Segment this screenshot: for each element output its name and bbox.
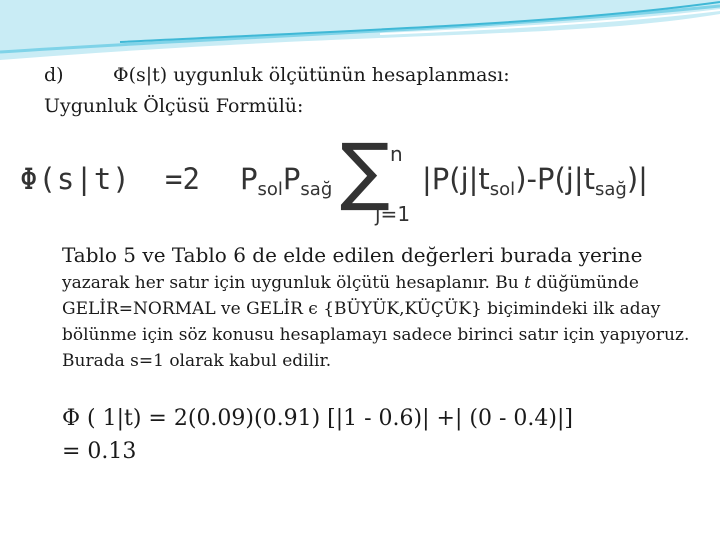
paragraph-body: [62, 270, 702, 374]
paragraph-line-1: Tablo 5 ve Tablo 6 de elde edilen değerleri burada yerine: [62, 243, 643, 267]
formula-p2: P: [282, 162, 301, 196]
paragraph-body-a: yazarak her satır için uygunluk ölçütü hesaplanır. Bu: [62, 273, 525, 293]
fitness-formula: [20, 128, 700, 230]
formula-p-product: [240, 162, 332, 200]
heading-text: Φ(s|t) uygunluk ölçütünün hesaplanması:: [113, 64, 510, 86]
formula-eq: =2: [165, 162, 200, 196]
formula-sub-sol: sol: [257, 179, 283, 200]
formula-rhs-a: |P(j|t: [422, 162, 490, 196]
calculation-block: [62, 402, 573, 468]
calculation-line-1: Φ ( 1|t) = 2(0.09)(0.91) [|1 - 0.6)| +| (0 - 0.4)|]: [62, 406, 573, 431]
formula-rhs-sub-sag: sağ: [594, 179, 627, 200]
calculation-line-2: = 0.13: [62, 439, 137, 464]
heading-label: d): [44, 64, 64, 86]
formula-sub-sag: sağ: [300, 179, 333, 200]
formula-rhs: [422, 162, 648, 200]
formula-sigma: ∑: [340, 128, 390, 214]
formula-rhs-c: )|: [626, 162, 648, 196]
paragraph-node-t: t: [524, 273, 531, 293]
formula-lower-limit: j=1: [375, 202, 411, 226]
decorative-wave-banner: [0, 0, 720, 70]
formula-p1: P: [240, 162, 258, 196]
formula-rhs-sub-sol: sol: [489, 179, 516, 200]
formula-lhs: Φ(s|t): [20, 162, 131, 196]
formula-rhs-b: )-P(j|t: [515, 162, 595, 196]
formula-upper-limit: n: [390, 142, 403, 166]
subheading: Uygunluk Ölçüsü Formülü:: [44, 95, 304, 117]
paragraph-body-b: düğümünde GELİR=NORMAL ve GELİR ϵ {BÜYÜK,KÜÇÜK} biçimindeki ilk aday bölünme için söz konusu hesaplamayı sadece birinci satır için yapıyoruz. Burada s=1 olarak kabul edilir.: [62, 273, 690, 371]
